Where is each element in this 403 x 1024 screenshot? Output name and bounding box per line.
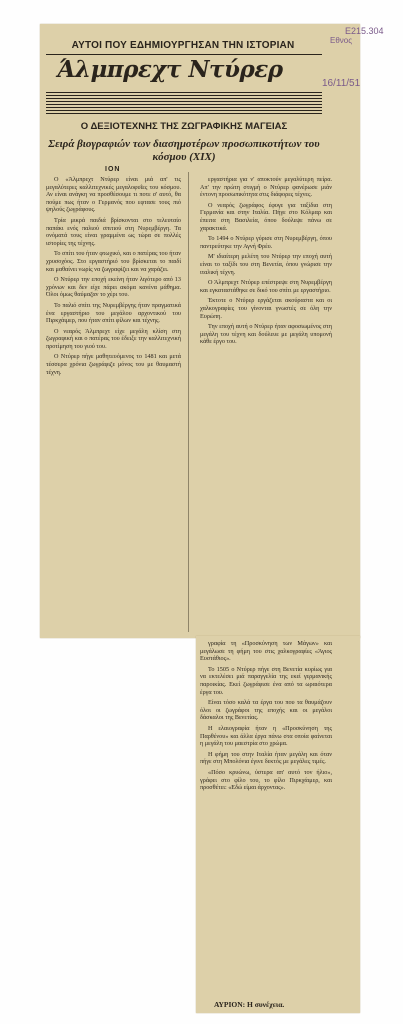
- paragraph: Το 1505 ο Ντύρερ πήγε στη Βενετία κυρίως για να εκτελέσει μιά παραγγελία της εκεί γερμανικής παροικίας. Εκεί ζωγράφισε ένα από τα ωραιότερα έργα του.: [200, 665, 332, 696]
- paragraph: Ο Ντύρερ πήγε μαθητευόμενος το 1481 και μετά τέσσερα χρόνια ζωγράφιζε μόνος του με θαυμαστή τέχνη.: [46, 353, 181, 376]
- paragraph: Το σπίτι του ήταν φτωχικό, και ο πατέρας του ήταν χρυσοχόος. Στο εργαστήριό του βρίσκεται το παιδί και μαθαίνει νωρίς να ζωγραφίζει και να χαράζει.: [46, 250, 181, 273]
- handwritten-date: 16/11/51: [322, 78, 361, 89]
- paragraph: Το παλιό σπίτι της Νυρεμβέργης ήταν πραγματικά ένα εργαστήριο του μεγάλου αρχοντικού του Πιρκχάιμερ, που ήταν σπίτι φίλων και τέχνης.: [46, 301, 181, 325]
- paragraph: Είναι τόσο καλά τα έργα του που τα θαυμάζουν όλοι οι ζωγράφοι της εποχής και οι μεγάλοι δάσκαλοι της Βενετίας.: [200, 699, 332, 722]
- ref-number: E215.304: [345, 26, 384, 36]
- paragraph: Τρία μικρά παιδιά βρίσκονται στο τελευταίο παπάκι ενός παλιού σπιτιού στη Νυρεμβέργη. Τα ονόματά τους είναι γραμμένα ως τώρα σε πολλές ιστορίες της τέχνης.: [46, 216, 181, 247]
- paragraph: «Πόσο κρυώνω, ύστερα απ' αυτό τον ήλιο», γράφει στο φίλο του, το φίλο Πιρκχάιμερ, και προσθέτει: «Εδώ είμαι άρχοντας».: [200, 768, 332, 792]
- right-column: [200, 176, 332, 632]
- divider: [46, 54, 322, 55]
- paragraph: Την εποχή αυτή ο Ντύρερ ήταν αφοσιωμένος στη μεγάλη του τέχνη και δούλευε με μεγάλη υπομονή κάθε έργο του.: [200, 323, 332, 346]
- paragraph: Το 1494 ο Ντύρερ γύρισε στη Νυρεμβέργη, όπου παντρεύτηκε την Αγνή Φρέυ.: [200, 235, 332, 250]
- paragraph: Ο Άλμπρεχτ Ντύρερ επέστρεψε στη Νυρεμβέργη και εγκαταστάθηκε σε δικό του σπίτι με εργαστήριο.: [200, 279, 332, 294]
- article-subtitle: Ο ΔΕΞΙΟΤΕΧΝΗΣ ΤΗΣ ΖΩΓΡΑΦΙΚΗΣ ΜΑΓΕΙΑΣ: [80, 121, 288, 132]
- paragraph: Ο «Άλμπρεχτ Ντύρερ είναι μιά απ' τις μεγαλύτερες καλλιτεχνικές μεγαλοφυΐες του κόσμου. Αν είναι ανάγκη να προσθέσουμε τι ποτε σ' αυτό, θα πούμε πως ήταν ο Γερμανός που εφτασε τους πιό ψηλούς ζωγράφους.: [46, 176, 181, 214]
- article-title: Άλμπρεχτ Ντύρερ: [57, 56, 283, 83]
- lower-column: [200, 640, 332, 996]
- paragraph: Ο νεαρός Άλμπρεχτ είχε μεγάλη κλίση στη ζωγραφική και ο πατέρας του έδειξε την καλλιτεχνική προτίμηση του γιού του.: [46, 327, 181, 350]
- series-title: ΑΥΤΟΙ ΠΟΥ ΕΔΗΜΙΟΥΡΓΗΣΑΝ ΤΗΝ ΙΣΤΟΡΙΑΝ: [71, 40, 295, 51]
- paragraph: Η φήμη του στην Ιταλία ήταν μεγάλη και όταν πήγε στη Μπολόνια έγινε δεκτός με μεγάλες τιμές.: [200, 750, 332, 766]
- title-underline-rules: [46, 92, 322, 116]
- column-divider: [188, 172, 189, 632]
- part-marker: ΙΟΝ: [105, 166, 121, 173]
- left-column: [46, 176, 181, 634]
- continued-note: ΑΥΡΙΟΝ: Η συνέχεια.: [214, 1000, 285, 1009]
- paragraph: εργαστήρια για ν' αποκτούν μεγαλύτερη πείρα. Απ' την πρώτη στιγμή ο Ντύρερ φανέρωσε μιάν έντονη προσωπικότητα στις διάφορες τέχνες.: [200, 176, 332, 199]
- paragraph: Η ελαιογραφία ήταν η «Προσκύνηση της Παρθένου» και άλλα έργα πάνω στα οποία φαίνεται η μεγάλη του μαεστρία στο χρώμα.: [200, 724, 332, 748]
- paragraph: Ο νεαρός ζωγράφος έφυγε για ταξίδια στη Γερμανία και στην Ιταλία. Πήγε στο Κόλμαρ και έπειτα στη Βασιλεία, όπου δούλεψε πάνω σε χαρακτικά.: [200, 201, 332, 232]
- series-note: Σειρά βιογραφιών των διασημοτέρων προσωπικοτήτων του κόσμου (ΧΙΧ): [48, 138, 320, 163]
- paragraph: Έκτοτε ο Ντύρερ εργάζεται ακούραστα και οι χαλκογραφίες του γίνονται γνωστές σε όλη την Ευρώπη.: [200, 297, 332, 320]
- ref-source: Εθνος: [330, 36, 353, 45]
- paragraph: Μ' ιδιαίτερη μελέτη του Ντύρερ την εποχή αυτή είναι το ταξίδι του στη Βενετία, όπου γνώρισε την ιταλική τέχνη.: [200, 253, 332, 276]
- paragraph: γραφία τη «Προσκύνηση των Μάγων» και μεγάλωσε τη φήμη του στις χαλκογραφίες «Άγιος Ευστάθιος».: [200, 640, 332, 663]
- paragraph: Ο Ντύρερ την εποχή εκείνη ήταν λιγότερο από 13 χρόνων και δεν είχε πάρει ακόμα κανένα μάθημα. Όλοι όμως θαύμαζαν το χέρι του.: [46, 276, 181, 299]
